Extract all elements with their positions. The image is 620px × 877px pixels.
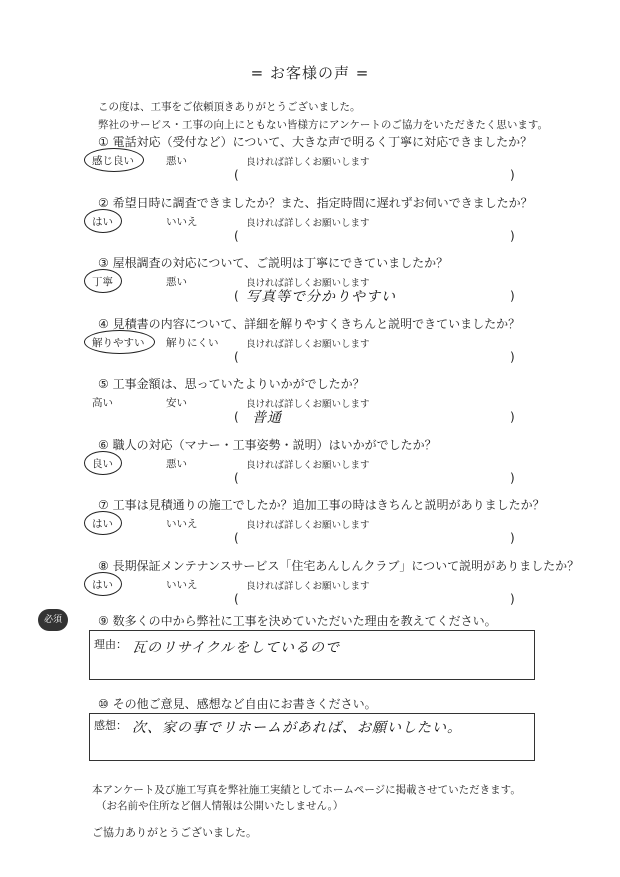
required-badge: 必須 <box>38 609 68 631</box>
comment-answer: 次、家の事でリホームがあれば、お願いしたい。 <box>132 720 462 736</box>
question-7-selected-circle <box>84 511 122 535</box>
question-6-option-1[interactable]: 良い <box>92 458 113 470</box>
question-9-text: ⑨ 数多くの中から弊社に工事を決めていただいた理由を教えてください。 <box>98 614 497 628</box>
question-6-hint: 良ければ詳しくお願いします <box>246 460 370 471</box>
question-7-paren-open: ( <box>234 531 239 545</box>
question-8-selected-circle <box>84 572 122 596</box>
question-1-text: ① 電話対応（受付など）について、大きな声で明るく丁寧に対応できましたか？ <box>98 135 533 149</box>
question-2-text: ② 希望日時に調査できましたか？また、指定時間に遅れずお伺いできましたか？ <box>98 196 533 210</box>
question-3-paren-close: ) <box>510 289 515 303</box>
comment-label: 感想： <box>94 719 127 732</box>
question-4-paren-open: ( <box>234 350 239 364</box>
question-3-option-2[interactable]: 悪い <box>166 276 187 288</box>
question-7-paren-close: ) <box>510 531 515 545</box>
question-7-text: ⑦ 工事は見積通りの施工でしたか？追加工事の時はきちんと説明がありましたか？ <box>98 498 545 512</box>
question-7-option-1[interactable]: はい <box>92 518 113 530</box>
question-3-hint: 良ければ詳しくお願いします <box>246 278 370 289</box>
question-2-selected-circle <box>84 209 122 233</box>
footer-line-1: 本アンケート及び施工写真を弊社施工実績としてホームページに掲載させていただきます。 <box>92 784 521 796</box>
question-4-text: ④ 見積書の内容について、詳細を解りやすくきちんと説明できていましたか？ <box>98 317 521 331</box>
thanks-text: ご協力ありがとうございました。 <box>92 826 257 839</box>
question-2-paren-close: ) <box>510 229 515 243</box>
question-5-paren-open: ( <box>234 410 239 424</box>
question-5-option-1[interactable]: 高い <box>92 397 113 409</box>
reason-box[interactable] <box>89 630 535 680</box>
question-1-option-2[interactable]: 悪い <box>166 155 187 167</box>
question-5-comment[interactable]: 普通 <box>252 410 282 426</box>
question-7-option-2[interactable]: いいえ <box>166 518 198 530</box>
footer-line-2: （お名前や住所など個人情報は公開いたしません。） <box>96 800 344 812</box>
reason-label: 理由： <box>94 638 127 651</box>
question-6-paren-close: ) <box>510 471 515 485</box>
question-1-paren-close: ) <box>510 168 515 182</box>
question-6-text: ⑥ 職人の対応（マナー・工事姿勢・説明）はいかがでしたか？ <box>98 438 437 452</box>
question-4-option-2[interactable]: 解りにくい <box>166 337 219 349</box>
question-2-option-1[interactable]: はい <box>92 216 113 228</box>
question-8-paren-close: ) <box>510 592 515 606</box>
question-1-option-1[interactable]: 感じ良い <box>92 155 134 167</box>
intro-line-1: この度は、工事をご依頼頂きありがとうございました。 <box>98 101 361 113</box>
question-4-paren-close: ) <box>510 350 515 364</box>
question-8-hint: 良ければ詳しくお願いします <box>246 581 370 592</box>
reason-answer: 瓦のリサイクルをしているので <box>132 640 341 656</box>
question-5-text: ⑤ 工事金額は、思っていたよりいかがでしたか？ <box>98 377 365 391</box>
question-7-hint: 良ければ詳しくお願いします <box>246 520 370 531</box>
question-3-text: ③ 屋根調査の対応について、ご説明は丁寧にできていましたか？ <box>98 256 449 270</box>
question-1-paren-open: ( <box>234 168 239 182</box>
comment-box[interactable] <box>89 713 535 761</box>
question-4-selected-circle <box>84 330 155 354</box>
question-1-hint: 良ければ詳しくお願いします <box>246 157 370 168</box>
question-2-option-2[interactable]: いいえ <box>166 216 198 228</box>
question-4-hint: 良ければ詳しくお願いします <box>246 339 370 350</box>
question-2-paren-open: ( <box>234 229 239 243</box>
page-title: = お客様の声 = <box>250 64 370 82</box>
question-6-option-2[interactable]: 悪い <box>166 458 187 470</box>
question-8-option-1[interactable]: はい <box>92 579 113 591</box>
question-10-text: ⑩ その他ご意見、感想など自由にお書きください。 <box>98 697 377 711</box>
question-3-paren-open: ( <box>234 289 239 303</box>
question-3-selected-circle <box>84 269 122 293</box>
question-5-option-2[interactable]: 安い <box>166 397 187 409</box>
question-6-paren-open: ( <box>234 471 239 485</box>
question-6-selected-circle <box>84 451 122 475</box>
question-5-hint: 良ければ詳しくお願いします <box>246 399 370 410</box>
intro-line-2: 弊社のサービス・工事の向上にともない皆様方にアンケートのご協力をいただきたく思います。 <box>98 119 549 131</box>
question-1-selected-circle <box>84 148 144 172</box>
question-3-option-1[interactable]: 丁寧 <box>92 276 113 288</box>
question-8-text: ⑧ 長期保証メンテナンスサービス「住宅あんしんクラブ」について説明がありましたか？ <box>98 559 580 573</box>
question-3-comment[interactable]: 写真等で分かりやすい <box>246 289 396 305</box>
question-2-hint: 良ければ詳しくお願いします <box>246 218 370 229</box>
question-4-option-1[interactable]: 解りやすい <box>92 337 145 349</box>
question-5-paren-close: ) <box>510 410 515 424</box>
question-8-paren-open: ( <box>234 592 239 606</box>
question-8-option-2[interactable]: いいえ <box>166 579 198 591</box>
